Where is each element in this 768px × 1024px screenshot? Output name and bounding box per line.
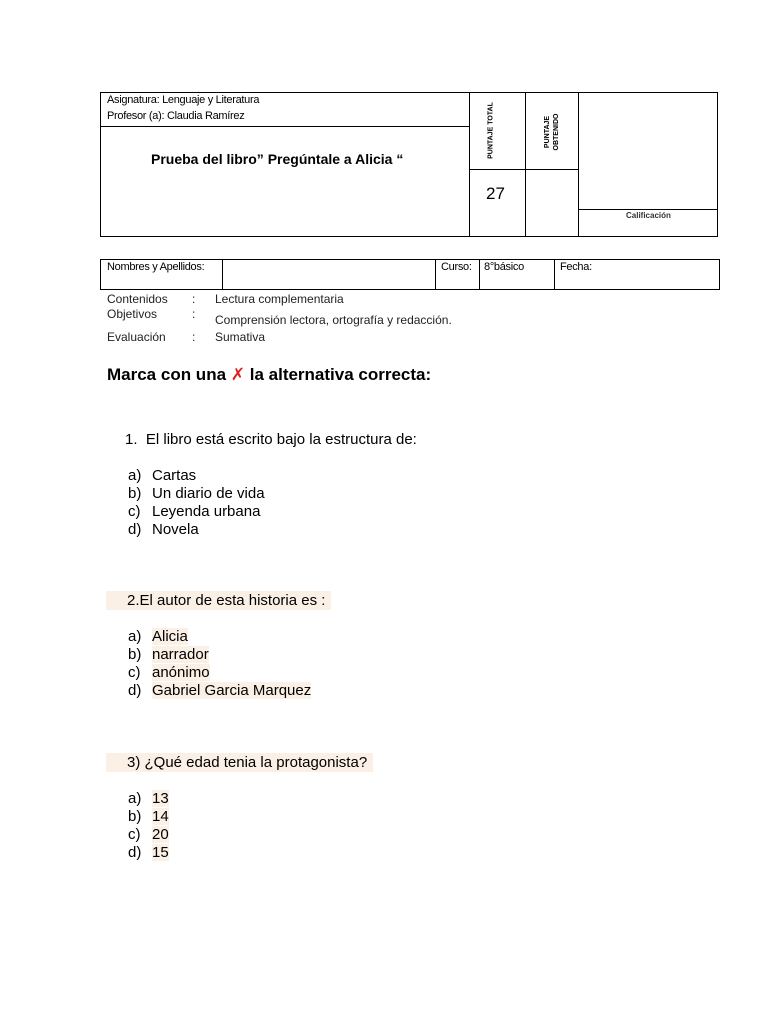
list-item[interactable]: b) Un diario de vida	[128, 485, 265, 502]
list-item[interactable]: d) Gabriel Garcia Marquez	[128, 682, 312, 699]
teacher-label: Profesor (a): Claudia Ramírez	[107, 110, 245, 122]
divider	[469, 169, 578, 170]
name-label: Nombres y Apellidos:	[107, 261, 205, 273]
question-number: 1.	[125, 431, 138, 448]
list-item[interactable]: b) narrador	[128, 646, 209, 663]
grade-label: Calificación	[626, 211, 671, 220]
list-item[interactable]: a) 13	[128, 790, 169, 807]
x-mark-icon: ✗	[230, 365, 246, 384]
divider	[479, 260, 480, 289]
list-item[interactable]: a) Alicia	[128, 628, 188, 645]
divider	[578, 209, 718, 210]
course-value: 8°básico	[484, 261, 524, 273]
list-item[interactable]: c) Leyenda urbana	[128, 503, 261, 520]
divider	[525, 93, 526, 236]
name-field[interactable]	[223, 260, 435, 289]
list-item[interactable]: c) anónimo	[128, 664, 210, 681]
question-1	[125, 431, 417, 448]
question-text: El libro está escrito bajo la estructura de:	[145, 431, 417, 448]
instruction	[107, 365, 431, 385]
instruction-text: la alternativa correcta:	[245, 365, 432, 384]
divider	[578, 93, 579, 236]
question-3: 3) ¿Qué edad tenia la protagonista?	[106, 753, 373, 772]
list-item[interactable]: c) 20	[128, 826, 169, 843]
subject-label: Asignatura: Lenguaje y Literatura	[107, 94, 260, 106]
options-2	[128, 628, 311, 700]
objectives-label: Objetivos	[107, 307, 158, 321]
list-item[interactable]: b) 14	[128, 808, 169, 825]
divider	[435, 260, 436, 289]
separator: :	[192, 292, 196, 306]
list-item[interactable]: d) Novela	[128, 521, 199, 538]
total-score-label: PUNTAJE TOTAL	[487, 102, 495, 159]
total-score-value: 27	[486, 184, 505, 203]
date-label: Fecha:	[560, 261, 592, 273]
separator: :	[192, 330, 196, 344]
test-title: Prueba del libro” Pregúntale a Alicia “	[151, 151, 404, 167]
instruction-text: Marca con una	[107, 365, 231, 384]
evaluation-label: Evaluación	[107, 330, 166, 344]
options-3	[128, 790, 169, 862]
list-item[interactable]: a) Cartas	[128, 467, 197, 484]
divider	[554, 260, 555, 289]
contents-label: Contenidos	[107, 292, 168, 306]
header-table	[100, 92, 718, 237]
divider	[469, 93, 470, 236]
separator: :	[192, 307, 196, 321]
list-item[interactable]: d) 15	[128, 844, 169, 861]
objectives-value: Comprensión lectora, ortografía y redacción.	[215, 313, 452, 327]
evaluation-value: Sumativa	[215, 330, 266, 344]
question-2: 2.El autor de esta historia es :	[106, 591, 331, 610]
student-info-row	[100, 259, 720, 290]
divider	[101, 126, 469, 127]
options-1	[128, 467, 265, 539]
contents-value: Lectura complementaria	[215, 292, 344, 306]
obtained-score-label: PUNTAJE OBTENIDO	[544, 113, 560, 151]
course-label: Curso:	[441, 261, 472, 273]
